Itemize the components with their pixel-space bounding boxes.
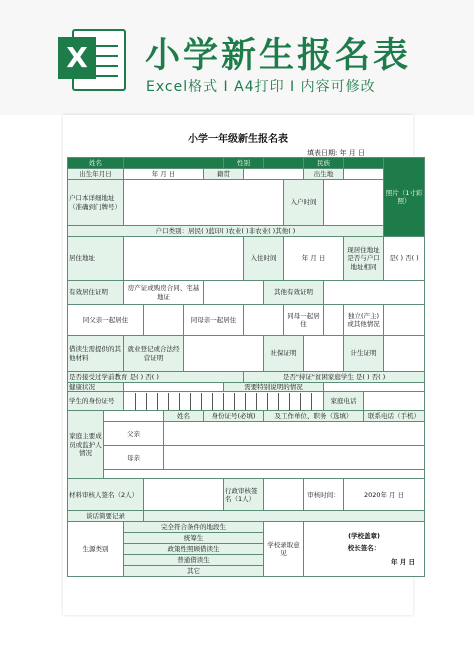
hukou-type[interactable]: 户口类别：居民( )蓝印( )农业( )非农业( )其他( ) xyxy=(68,226,384,237)
family-label: 家庭主要成员或监护人情况 xyxy=(68,411,104,479)
fill-date: 填表日期: 年 月 日 xyxy=(306,149,365,157)
excel-logo-icon: X xyxy=(58,25,126,93)
special-note-label: 需要特别说明的情况 xyxy=(224,383,324,392)
home-phone-value[interactable] xyxy=(364,392,425,411)
mother-info[interactable] xyxy=(164,446,425,470)
source-normal[interactable]: 普通借读生 xyxy=(124,555,264,566)
family-planning-value[interactable] xyxy=(384,336,425,372)
col-work: 及工作单位、职务（选填） xyxy=(264,411,364,422)
banner-subtitle: Excel格式 I A4打印 I 内容可修改 xyxy=(146,79,376,95)
name-value[interactable] xyxy=(124,158,224,169)
same-address-value[interactable]: 是( ) 否( ) xyxy=(384,237,425,281)
father-info[interactable] xyxy=(164,422,425,446)
property-cert-value[interactable] xyxy=(204,281,264,305)
residence-label: 居住地址 xyxy=(68,237,124,281)
reviewer-sign[interactable] xyxy=(144,479,224,511)
form-title: 小学一年级新生报名表 xyxy=(188,134,288,145)
ethnicity-value[interactable] xyxy=(344,158,384,169)
source-policy[interactable]: 政策性照顾借读生 xyxy=(124,544,264,555)
special-note-value[interactable] xyxy=(324,383,425,392)
col-id: 身份证号(必填) xyxy=(204,411,264,422)
birth-label: 出生年月日 xyxy=(68,169,124,180)
birthplace-value[interactable] xyxy=(344,169,384,180)
admin-reviewer-sign[interactable] xyxy=(264,479,304,511)
residence-proof-label: 有效居住证明 xyxy=(68,281,124,305)
sign-date: 年 月 日 xyxy=(391,557,416,566)
source-qualified[interactable]: 完全符合条件的地段生 xyxy=(124,522,264,533)
family-planning: 计生证明 xyxy=(344,336,384,372)
banner-title: 小学新生报名表 xyxy=(145,36,412,76)
birth-value[interactable]: 年 月 日 xyxy=(124,169,204,180)
review-date[interactable]: 2020年 月 日 xyxy=(344,479,425,511)
admin-reviewer-label: 行政审核签名（1人） xyxy=(224,479,264,511)
social-security: 社保证明 xyxy=(264,336,304,372)
school-opinion-box[interactable] xyxy=(304,522,425,577)
mother-cohabit[interactable]: 同母亲一起居住 xyxy=(184,305,244,336)
photo-box[interactable]: 照片（1寸彩照） xyxy=(384,158,425,237)
move-in-value[interactable]: 年 月 日 xyxy=(284,237,344,281)
name-label: 姓名 xyxy=(68,158,124,169)
mother-cohabit-value[interactable] xyxy=(244,305,284,336)
gender-label: 性别 xyxy=(224,158,264,169)
registration-form xyxy=(67,157,423,577)
school-seal: (学校盖章) xyxy=(348,532,381,541)
native-label: 籍贯 xyxy=(204,169,244,180)
col-name: 姓名 xyxy=(164,411,204,422)
poverty-question[interactable]: 是否"持证"贫困家庭学生 是( ) 否( ) xyxy=(244,372,425,383)
hukou-address-value[interactable] xyxy=(124,180,284,226)
father-label: 父亲 xyxy=(104,422,164,446)
banner xyxy=(0,0,474,115)
independent-value[interactable] xyxy=(384,305,425,336)
boarding-docs-label: 借读生需提供的其他材料 xyxy=(68,336,124,372)
health-value[interactable] xyxy=(124,383,224,392)
father-cohabit[interactable]: 同父亲一起居住 xyxy=(68,305,144,336)
hukou-time-value[interactable] xyxy=(324,180,384,226)
source-tuition[interactable]: 统筹生 xyxy=(124,533,264,544)
employment-reg-value[interactable] xyxy=(184,336,264,372)
independent[interactable]: 独立(产主)或其他情况 xyxy=(344,305,384,336)
residence-value[interactable] xyxy=(124,237,244,281)
mother-label: 母亲 xyxy=(104,446,164,470)
school-opinion-label: 学校录取意见 xyxy=(264,522,304,577)
other-proof-label: 其他有效证明 xyxy=(264,281,324,305)
native-value[interactable] xyxy=(244,169,304,180)
reviewer-label: 材料审核人签名（2人） xyxy=(68,479,144,511)
principal-sign: 校长签名： xyxy=(347,543,381,552)
interview-value[interactable] xyxy=(144,511,425,522)
id-number-boxes[interactable] xyxy=(124,392,324,411)
same-with[interactable]: 同母一起居住 xyxy=(284,305,324,336)
col-contact: 联系电话（手机） xyxy=(364,411,425,422)
id-number-label: 学生的身份证号 xyxy=(68,392,124,411)
other-proof-value[interactable] xyxy=(324,281,425,305)
review-time-label: 审核时间： xyxy=(304,479,344,511)
form-page xyxy=(63,115,423,615)
birthplace-label: 出生地 xyxy=(304,169,344,180)
property-cert[interactable]: 房产证或购房合同、宅基地证 xyxy=(124,281,204,305)
same-with-value[interactable] xyxy=(324,305,344,336)
same-address-label: 现居住地址是否与户口地址相同 xyxy=(344,237,384,281)
home-phone-label: 家庭电话 xyxy=(324,392,364,411)
social-security-value[interactable] xyxy=(304,336,344,372)
employment-reg: 就业登记或合法经营证明 xyxy=(124,336,184,372)
source-other[interactable]: 其它 xyxy=(124,566,264,577)
interview-label: 谈话简要记录 xyxy=(68,511,144,522)
source-type-label: 生源类别 xyxy=(68,522,124,577)
father-cohabit-value[interactable] xyxy=(144,305,184,336)
hukou-address-label: 户口本详细地址（准确到门牌号） xyxy=(68,180,124,226)
preschool-question[interactable]: 是否接受过学前教育 是( ) 否( ) xyxy=(68,372,244,383)
ethnicity-label: 民族 xyxy=(304,158,344,169)
health-label: 健康状况 xyxy=(68,383,124,392)
hukou-time-label: 入户时间 xyxy=(284,180,324,226)
move-in-label: 入住时间 xyxy=(244,237,284,281)
gender-value[interactable] xyxy=(264,158,304,169)
